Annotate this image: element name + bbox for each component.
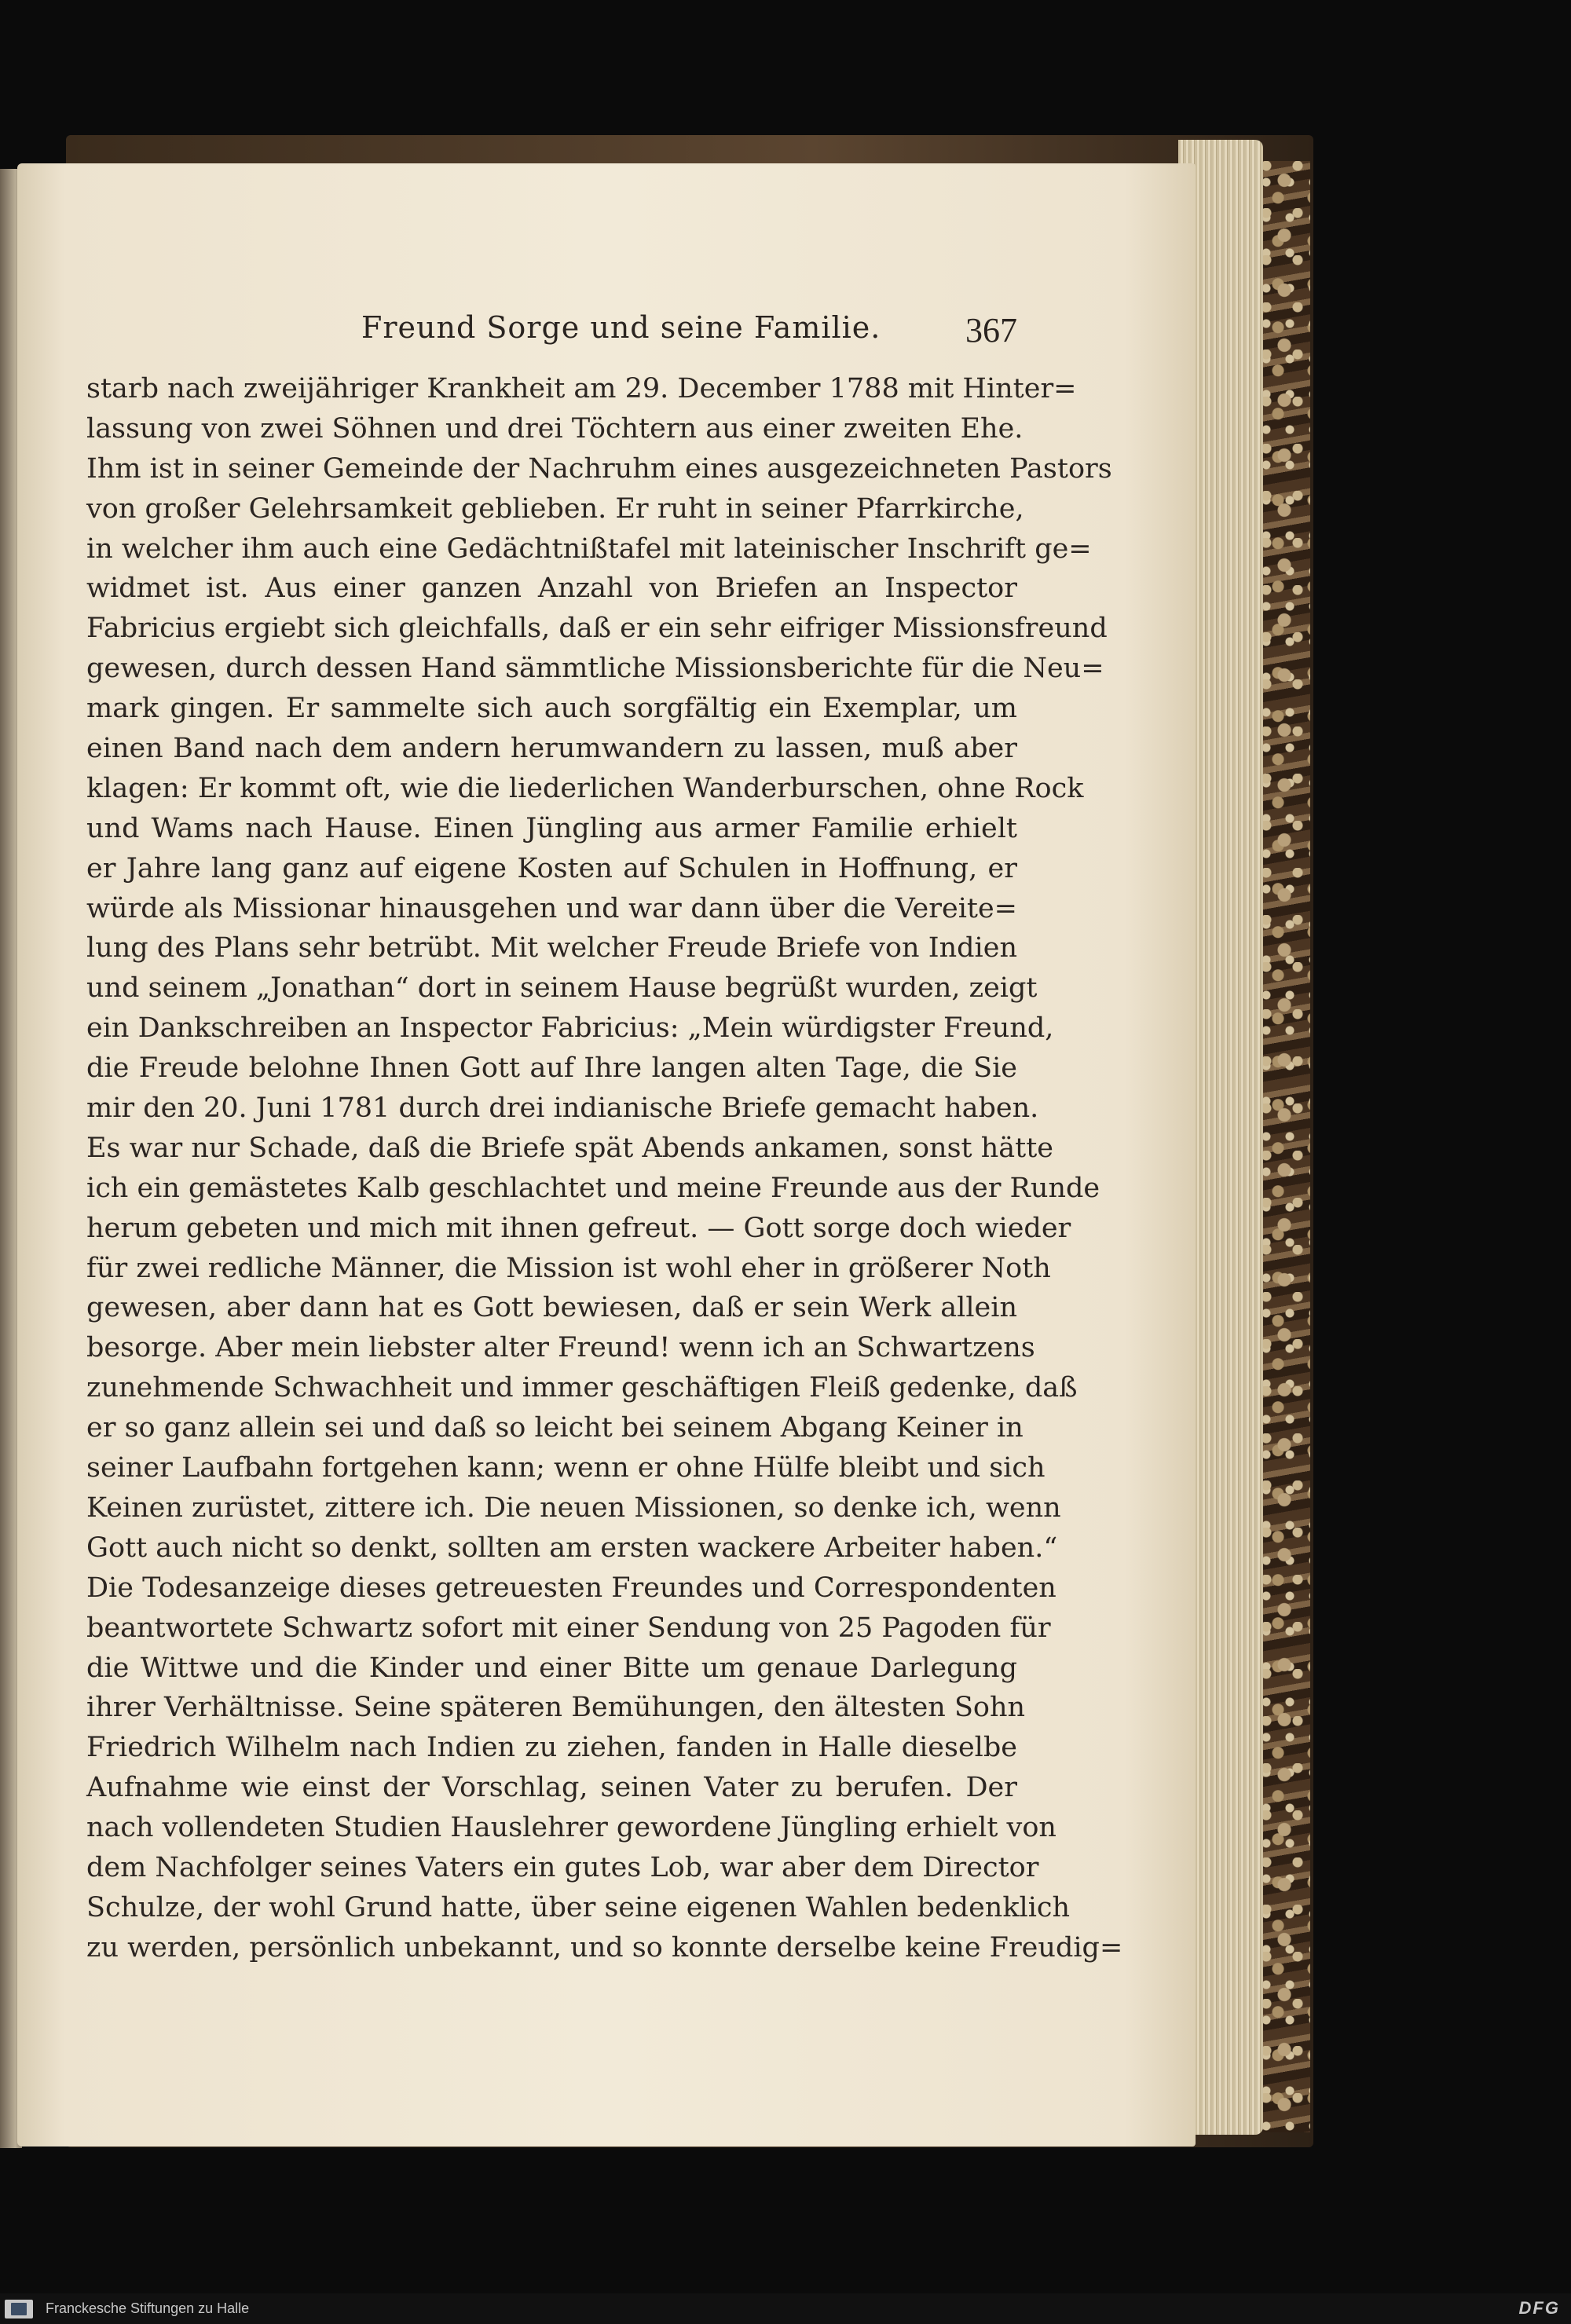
text-line: er Jahre lang ganz auf eigene Kosten auf Schulen in Hoffnung, er [86, 852, 1017, 884]
text-line: für zwei redliche Männer, die Mission ist wohl eher in größerer Noth [86, 1252, 1051, 1284]
text-line: lassung von zwei Söhnen und drei Töchtern aus einer zweiten Ehe. [86, 412, 1024, 445]
text-line: einen Band nach dem andern herumwandern zu lassen, muß aber [86, 733, 1017, 765]
text-line: er so ganz allein sei und daß so leicht bei seinem Abgang Keiner in [86, 1412, 1024, 1444]
text-line: mark gingen. Er sammelte sich auch sorgfältig ein Exemplar, um [86, 693, 1017, 725]
text-line: seiner Laufbahn fortgehen kann; wenn er ohne Hülfe bleibt und sich [86, 1452, 1046, 1484]
text-line: beantwortete Schwartz sofort mit einer Sendung von 25 Pagoden für [86, 1612, 1051, 1644]
dfg-logo: DFG [1518, 2298, 1560, 2318]
text-line: besorge. Aber mein liebster alter Freund! wenn ich an Schwartzens [86, 1332, 1035, 1364]
text-line: widmet ist. Aus einer ganzen Anzahl von Briefen an Inspector [86, 573, 1017, 605]
text-line: Fabricius ergiebt sich gleichfalls, daß er ein sehr eifriger Missionsfreund [86, 613, 1108, 645]
text-line: und seinem „Jonathan“ dort in seinem Hause begrüßt wurden, zeigt [86, 972, 1038, 1005]
text-line: die Freude belohne Ihnen Gott auf Ihre langen alten Tage, die Sie [86, 1052, 1017, 1085]
text-line: in welcher ihm auch eine Gedächtnißtafel mit lateinischer Inschrift ge= [86, 533, 1092, 565]
text-line: Schulze, der wohl Grund hatte, über seine eigenen Wahlen bedenklich [86, 1891, 1071, 1923]
text-line: starb nach zweijähriger Krankheit am 29. December 1788 mit Hinter= [86, 373, 1077, 404]
text-line: ein Dankschreiben an Inspector Fabricius: „Mein würdigster Freund, [86, 1012, 1054, 1045]
page-header [86, 310, 1017, 357]
text-line: und Wams nach Hause. Einen Jüngling aus armer Familie erhielt [86, 812, 1017, 844]
franckesche-stiftungen-logo-icon [5, 2300, 33, 2319]
marbled-cover-edge [1257, 161, 1310, 2132]
text-line: zunehmende Schwachheit und immer geschäftigen Fleiß gedenke, daß [86, 1372, 1078, 1404]
body-text [86, 369, 1123, 1968]
text-line: nach vollendeten Studien Hauslehrer gewordene Jüngling erhielt von [86, 1812, 1056, 1844]
footer-institution: Franckesche Stiftungen zu Halle [46, 2300, 250, 2316]
text-line: Ihm ist in seiner Gemeinde der Nachruhm eines ausgezeichneten Pastors [86, 452, 1112, 485]
text-line: lung des Plans sehr betrübt. Mit welcher Freude Briefe von Indien [86, 932, 1017, 964]
text-line: herum gebeten und mich mit ihnen gefreut. — Gott sorge doch wieder [86, 1212, 1071, 1244]
text-line: Keinen zurüstet, zittere ich. Die neuen Missionen, so denke ich, wenn [86, 1491, 1061, 1524]
text-line: dem Nachfolger seines Vaters ein gutes Lob, war aber dem Director [86, 1851, 1039, 1883]
text-line: Friedrich Wilhelm nach Indien zu ziehen, fanden in Halle dieselbe [86, 1732, 1017, 1764]
text-line: Die Todesanzeige dieses getreuesten Freundes und Correspondenten [86, 1572, 1056, 1604]
footer-bar [0, 2293, 1571, 2324]
text-line: Aufnahme wie einst der Vorschlag, seinen Vater zu berufen. Der [86, 1772, 1017, 1804]
text-line: klagen: Er kommt oft, wie die liederlichen Wanderburschen, ohne Rock [86, 772, 1084, 804]
text-line: Gott auch nicht so denkt, sollten am ersten wackere Arbeiter haben.“ [86, 1532, 1058, 1564]
text-line: von großer Gelehrsamkeit geblieben. Er ruht in seiner Pfarrkirche, [86, 492, 1024, 525]
text-line: ich ein gemästetes Kalb geschlachtet und meine Freunde aus der Runde [86, 1172, 1100, 1204]
text-line: würde als Missionar hinausgehen und war dann über die Vereite= [86, 892, 1017, 924]
text-line: mir den 20. Juni 1781 durch drei indianische Briefe gemacht haben. [86, 1092, 1039, 1125]
text-line: die Wittwe und die Kinder und einer Bitte um genaue Darlegung [86, 1652, 1017, 1684]
text-line: gewesen, durch dessen Hand sämmtliche Missionsberichte für die Neu= [86, 653, 1104, 685]
text-line: Es war nur Schade, daß die Briefe spät Abends ankamen, sonst hätte [86, 1132, 1053, 1164]
text-line: zu werden, persönlich unbekannt, und so konnte derselbe keine Freudig= [86, 1931, 1123, 1964]
running-head: Freund Sorge und seine Familie. [361, 310, 881, 345]
page-number: 367 [965, 311, 1017, 350]
text-line: gewesen, aber dann hat es Gott bewiesen, daß er sein Werk allein [86, 1292, 1017, 1324]
text-line: ihrer Verhältnisse. Seine späteren Bemühungen, den ältesten Sohn [86, 1692, 1026, 1724]
